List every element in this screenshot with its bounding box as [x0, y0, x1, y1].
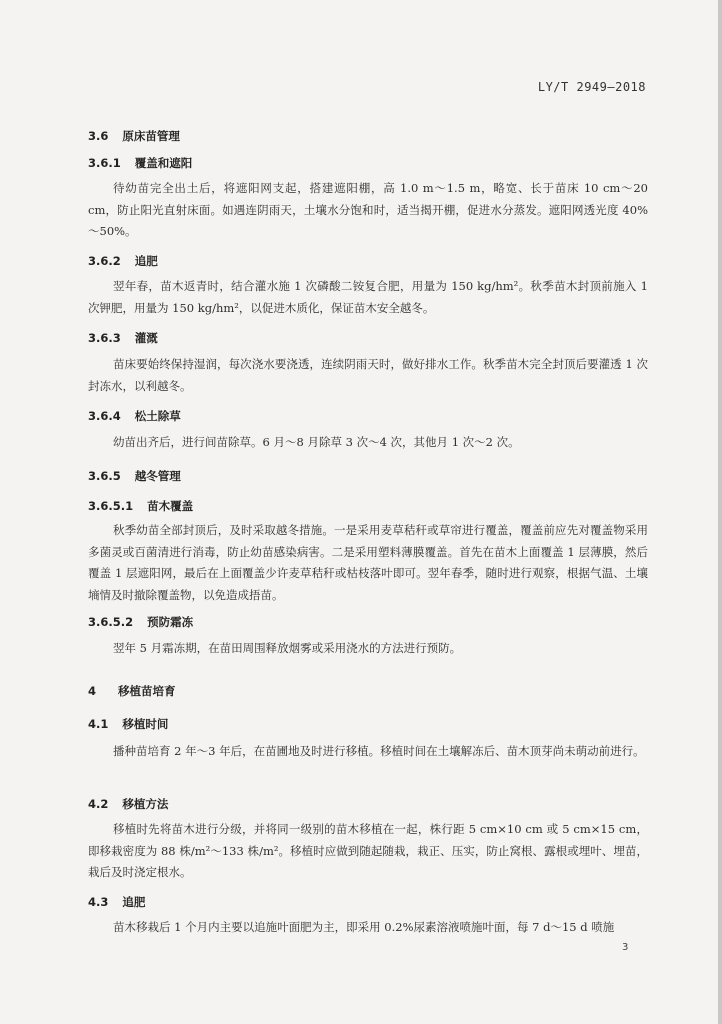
- section-title: 覆盖和遮阳: [134, 156, 193, 170]
- standard-code: LY/T 2949—2018: [537, 80, 646, 94]
- section-title: 预防霜冻: [147, 615, 194, 629]
- section-number: 4: [88, 684, 97, 698]
- paragraph: 播种苗培育 2 年～3 年后，在苗圃地及时进行移植。移植时间在土壤解冻后、苗木顶芽尚未萌动前进行。: [113, 744, 645, 758]
- section-number: 3.6.5: [88, 469, 121, 483]
- section-heading: [88, 894, 648, 910]
- section-title: 原床苗管理: [122, 129, 180, 143]
- paragraph: 翌年春，苗木返青时，结合灌水施 1 次磷酸二铵复合肥，用量为 150 kg/hm²。秋季苗木封顶前施入 1 次钾肥，用量为 150 kg/hm²，以促进木质化，保证苗木安全越冬。: [88, 279, 648, 315]
- section-title: 追肥: [122, 895, 146, 909]
- section-heading: [88, 468, 648, 484]
- paragraph: 移植时先将苗木进行分级，并将同一级别的苗木移植在一起，株行距 5 cm×10 cm 或 5 cm×15 cm，即移栽密度为 88 株/m²～133 株/m²。移植时应做到随起随栽，栽正、压实，防止窝根、露根或埋叶、埋苗，栽后及时浇定根水。: [88, 822, 648, 879]
- section-heading: [88, 253, 648, 269]
- section-number: 4.3: [88, 895, 109, 909]
- section-title: 越冬管理: [134, 469, 181, 483]
- section-heading: [88, 716, 648, 732]
- paragraph: 秋季幼苗全部封顶后，及时采取越冬措施。一是采用麦草秸秆或草帘进行覆盖，覆盖前应先对覆盖物采用多菌灵或百菌清进行消毒，防止幼苗感染病害。二是采用塑料薄膜覆盖。首先在苗木上面覆盖 1 层薄膜，然后覆盖 1 层遮阳网，最后在上面覆盖少许麦草秸秆或枯枝落叶即可。翌年春季，随时进行观察，根据气温、土壤墒情及时撤除覆盖物，以免造成捂苗。: [88, 523, 648, 602]
- section-number: 4.1: [88, 717, 109, 731]
- section-number: 3.6.2: [88, 254, 121, 268]
- section-heading: [88, 498, 648, 514]
- page-edge: [718, 0, 722, 1024]
- paragraph: 幼苗出齐后，进行间苗除草。6 月～8 月除草 3 次～4 次，其他月 1 次～2 次。: [113, 435, 520, 449]
- section-heading: [88, 128, 648, 144]
- paragraph: 苗木移栽后 1 个月内主要以追施叶面肥为主，即采用 0.2%尿素溶液喷施叶面，每 7 d～15 d 喷施: [113, 920, 615, 934]
- paragraph: 翌年 5 月霜冻期，在苗田周围释放烟雾或采用浇水的方法进行预防。: [113, 641, 462, 655]
- section-heading: [88, 330, 648, 346]
- section-number: 3.6.1: [88, 156, 121, 170]
- paragraph: 待幼苗完全出土后，将遮阳网支起，搭建遮阳棚，高 1.0 m～1.5 m，略宽、长于苗床 10 cm～20 cm，防止阳光直射床面。如遇连阴雨天，土壤水分饱和时，适当揭开棚，促进水分蒸发。遮阳网透光度 40%～50%。: [88, 181, 648, 238]
- section-title: 追肥: [134, 254, 158, 268]
- section-title: 灌溉: [134, 331, 158, 345]
- section-heading: [88, 408, 648, 424]
- section-number: 3.6.3: [88, 331, 121, 345]
- section-heading: [88, 614, 648, 630]
- section-title: 移植时间: [122, 717, 169, 731]
- section-number: 3.6.5.2: [88, 615, 134, 629]
- section-heading: [88, 683, 648, 699]
- paragraph: 苗床要始终保持湿润，每次浇水要浇透，连续阴雨天时，做好排水工作。秋季苗木完全封顶后要灌透 1 次封冻水，以利越冬。: [88, 357, 648, 393]
- section-title: 苗木覆盖: [147, 499, 194, 513]
- section-title: 移植方法: [122, 797, 169, 811]
- section-number: 4.2: [88, 797, 109, 811]
- section-number: 3.6.4: [88, 409, 121, 423]
- section-heading: [88, 796, 648, 812]
- section-title: 移植苗培育: [118, 684, 176, 698]
- section-title: 松土除草: [134, 409, 181, 423]
- page-number: 3: [622, 942, 629, 953]
- section-heading: [88, 155, 648, 171]
- section-number: 3.6.5.1: [88, 499, 134, 513]
- section-number: 3.6: [88, 129, 109, 143]
